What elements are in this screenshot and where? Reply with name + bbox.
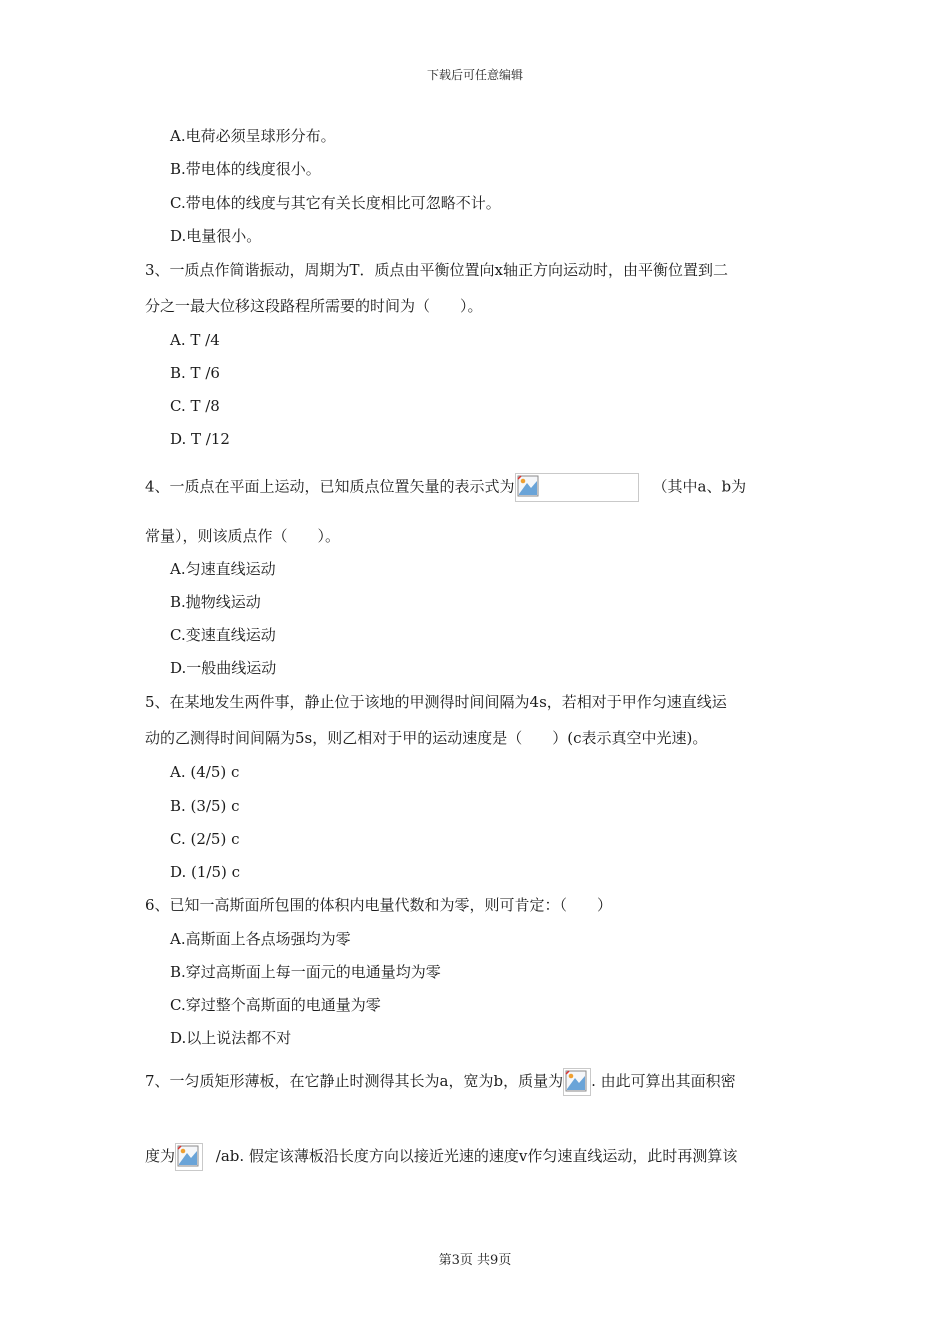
q5-option-d: D. (1/5) c <box>170 863 241 881</box>
q7-stem-text-pre: 7、一匀质矩形薄板，在它静止时测得其长为a，宽为b，质量为 <box>145 1072 564 1090</box>
broken-image-icon <box>563 1068 591 1096</box>
q2-option-d: D.电量很小。 <box>170 227 262 245</box>
q7-stem-line2 <box>145 1143 737 1171</box>
q3-stem-line2: 分之一最大位移这段路程所需要的时间为（ ）。 <box>145 297 483 315</box>
q6-option-c: C.穿过整个高斯面的电通量为零 <box>170 996 381 1014</box>
q3-stem-line1: 3、一质点作简谐振动，周期为T．质点由平衡位置向x轴正方向运动时，由平衡位置到二 <box>145 261 729 279</box>
q6-stem-line1: 6、已知一高斯面所包围的体积内电量代数和为零，则可肯定：（ ） <box>145 896 613 914</box>
q3-option-d: D. T /12 <box>170 430 230 448</box>
q4-stem-line1 <box>145 473 746 502</box>
q3-option-a: A. T /4 <box>170 331 220 349</box>
q6-option-b: B.穿过高斯面上每一面元的电通量均为零 <box>170 963 441 981</box>
q4-stem-line2: 常量），则该质点作（ ）。 <box>145 527 341 545</box>
q2-option-a: A.电荷必须呈球形分布。 <box>170 127 336 145</box>
q4-stem-text-post: （其中a、b为 <box>652 477 747 496</box>
page-header: 下载后可任意编辑 <box>426 68 523 82</box>
q7-stem-text2-pre: 度为 <box>145 1147 176 1165</box>
q5-option-b: B. (3/5) c <box>170 797 240 815</box>
q5-stem-line2: 动的乙测得时间间隔为5s，则乙相对于甲的运动速度是（ ）(c表示真空中光速)。 <box>145 729 708 747</box>
q6-option-d: D.以上说法都不对 <box>170 1029 292 1047</box>
q7-stem-line1 <box>145 1068 736 1096</box>
q7-stem-text2-post: /ab. 假定该薄板沿长度方向以接近光速的速度v作匀速直线运动，此时再测算该 <box>211 1147 738 1165</box>
q5-option-a: A. (4/5) c <box>170 763 240 781</box>
page-footer: 第3页 共9页 <box>438 1253 512 1268</box>
q3-option-b: B. T /6 <box>170 364 220 382</box>
q4-option-a: A.匀速直线运动 <box>170 560 276 578</box>
q3-option-c: C. T /8 <box>170 397 220 415</box>
q5-stem-line1: 5、在某地发生两件事，静止位于该地的甲测得时间间隔为4s，若相对于甲作匀速直线运 <box>145 693 727 711</box>
broken-image-icon <box>175 1143 203 1171</box>
q6-option-a: A.高斯面上各点场强均为零 <box>170 930 351 948</box>
q2-option-c: C.带电体的线度与其它有关长度相比可忽略不计。 <box>170 194 501 212</box>
q7-stem-text-post: . 由此可算出其面积密 <box>591 1072 736 1090</box>
q2-option-b: B.带电体的线度很小。 <box>170 160 321 178</box>
q4-option-c: C.变速直线运动 <box>170 626 276 644</box>
q5-option-c: C. (2/5) c <box>170 830 240 848</box>
q4-option-b: B.抛物线运动 <box>170 593 261 611</box>
q4-option-d: D.一般曲线运动 <box>170 659 277 677</box>
q4-stem-text-pre: 4、一质点在平面上运动，已知质点位置矢量的表示式为 <box>145 477 515 496</box>
broken-image-icon <box>515 473 639 502</box>
